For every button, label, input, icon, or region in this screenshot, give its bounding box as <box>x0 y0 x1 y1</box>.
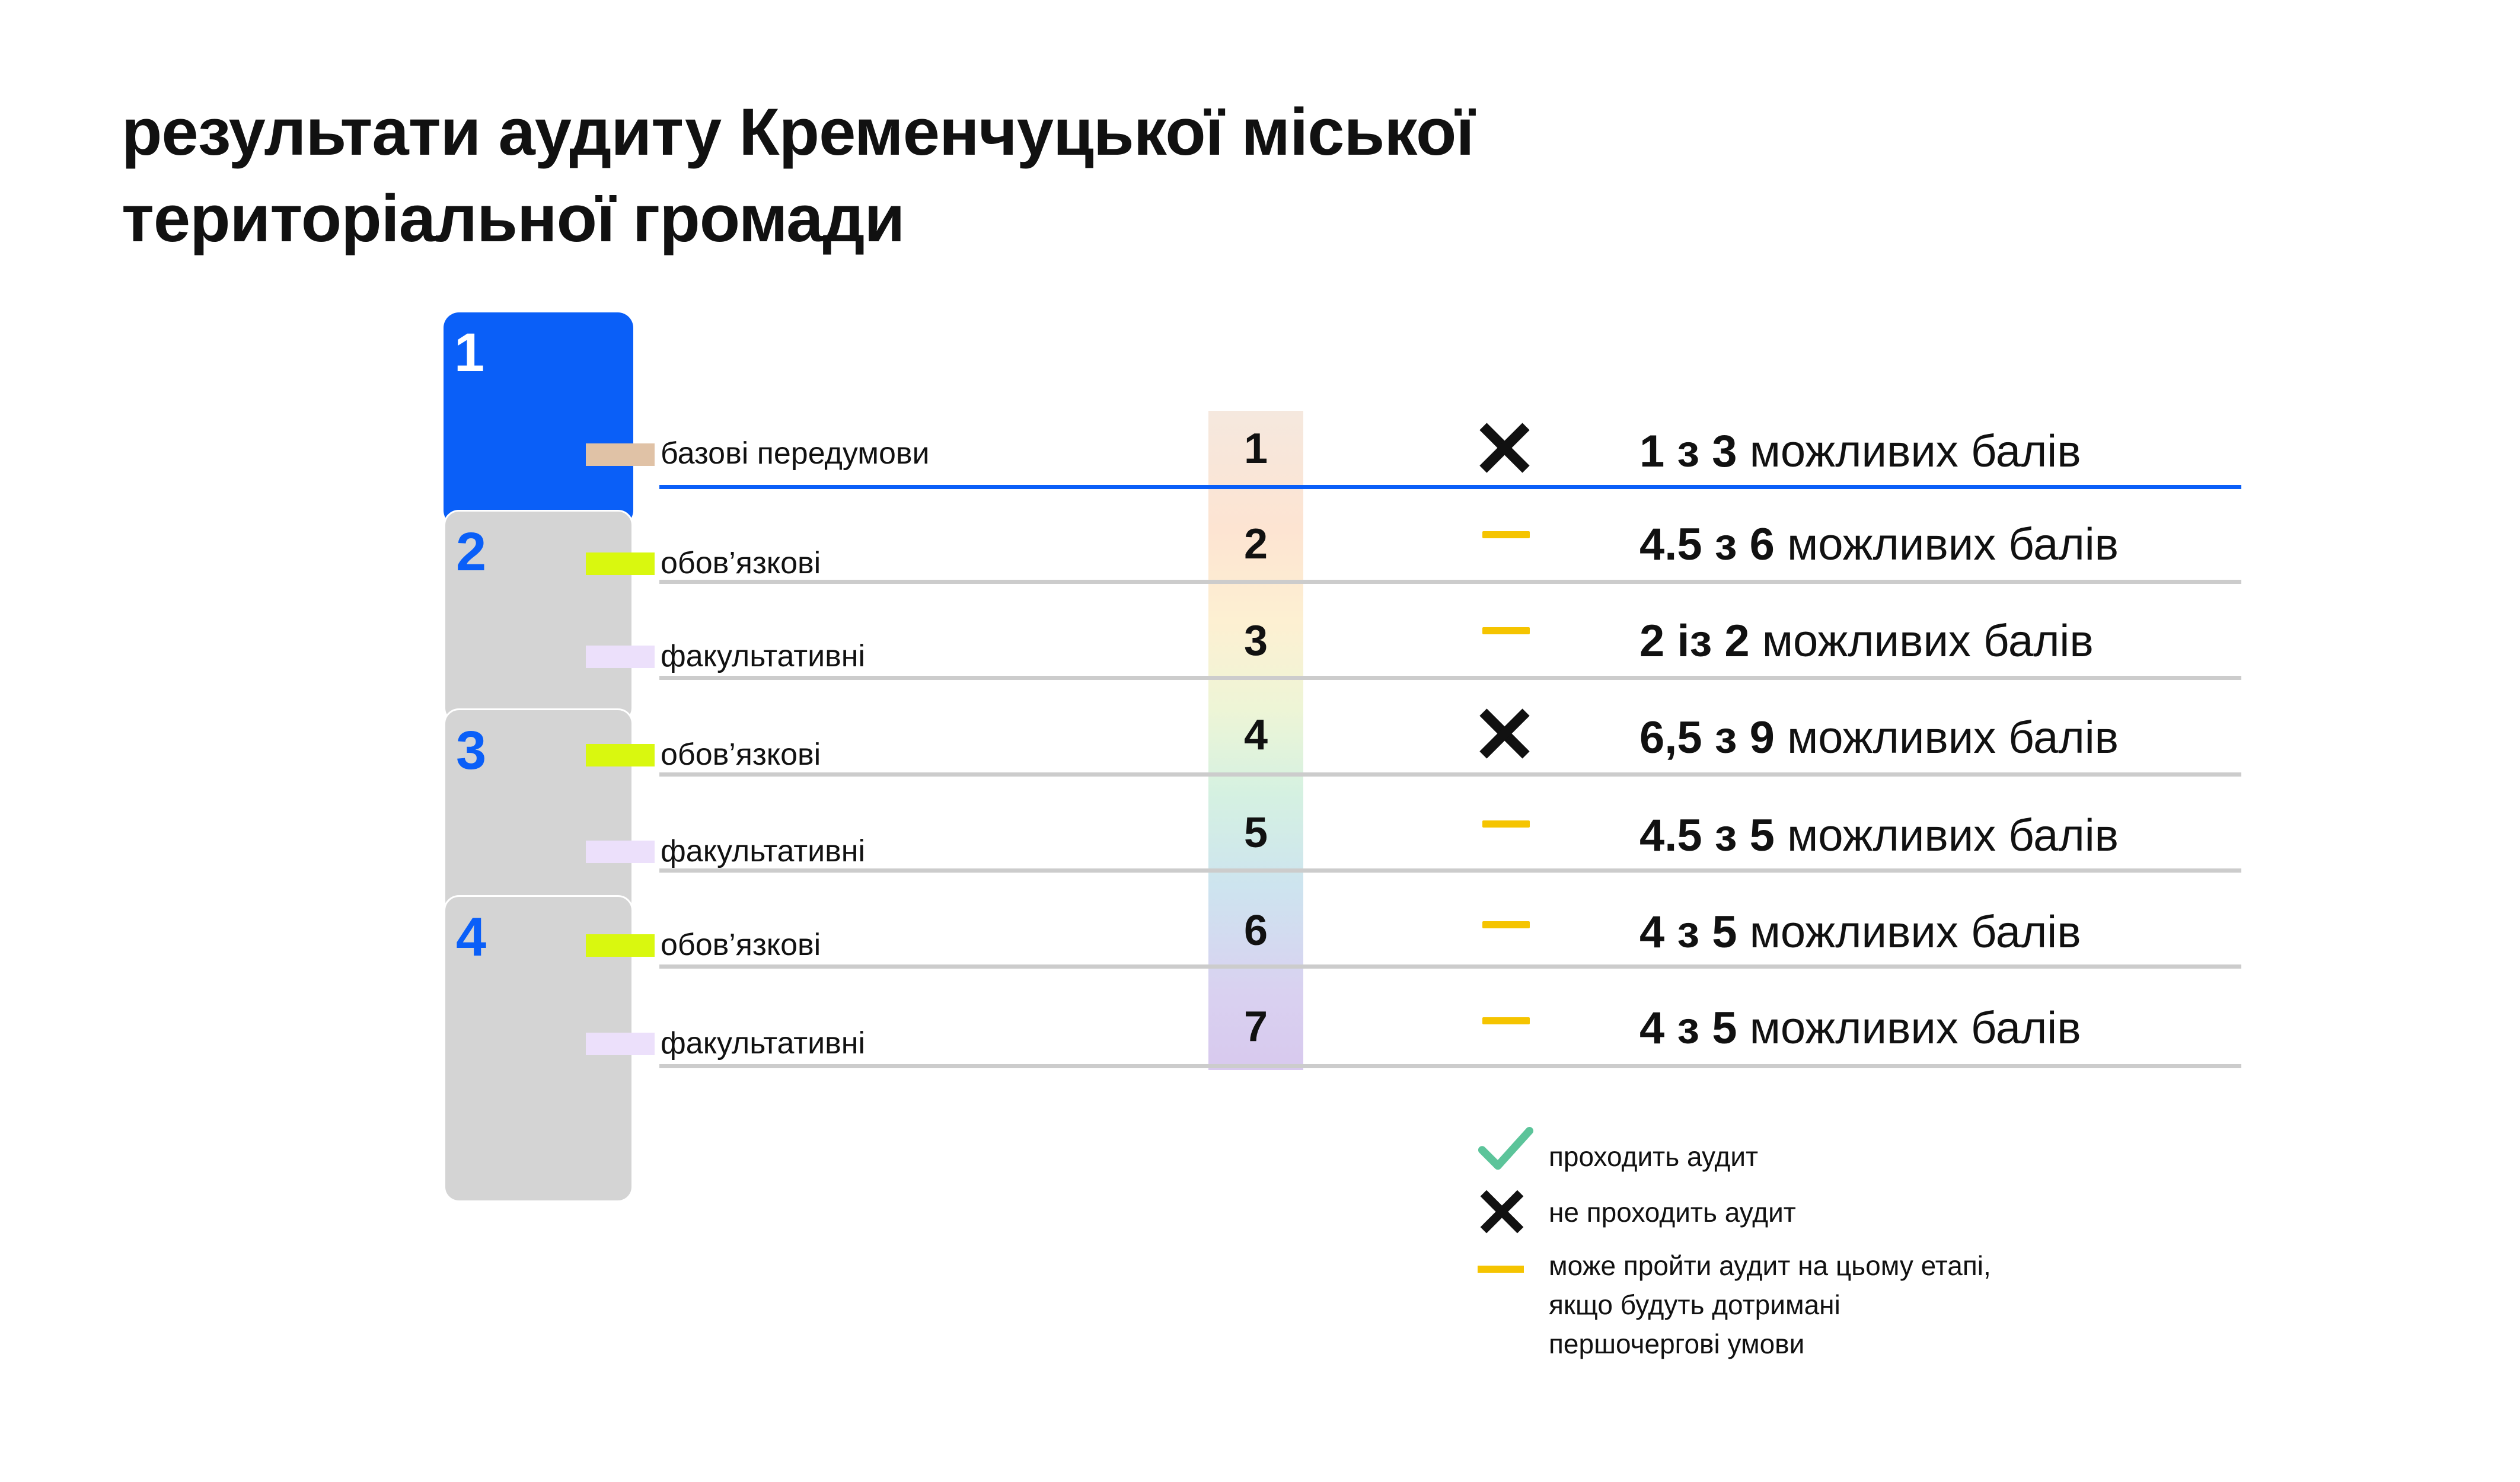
score-text <box>1639 518 2119 571</box>
score-suffix: можливих балів <box>1774 810 2119 861</box>
score-suffix: можливих балів <box>1749 616 2094 666</box>
score-value: 2 із 2 <box>1639 616 1750 666</box>
category-label: обов’язкові <box>661 928 821 962</box>
stage-number: 3 <box>456 720 487 781</box>
title-line-1: результати аудиту Кременчуцької міської <box>122 95 1474 169</box>
audit-row-7 <box>0 991 2520 1086</box>
check-icon <box>1478 1125 1534 1173</box>
category-number: 2 <box>1243 520 1268 568</box>
category-label: обов’язкові <box>661 737 821 772</box>
category-label: базові передумови <box>661 436 930 471</box>
fail-x-icon <box>1476 420 1533 476</box>
x-icon <box>1478 1187 1526 1236</box>
audit-row-5 <box>0 800 2520 895</box>
category-swatch-mandatory <box>586 552 655 575</box>
score-suffix: можливих балів <box>1774 519 2119 570</box>
stage-number: 1 <box>454 322 485 383</box>
pending-dash-icon <box>1482 531 1530 538</box>
category-swatch-mandatory <box>586 934 655 957</box>
score-value: 4.5 з 5 <box>1639 810 1775 861</box>
score-text <box>1639 425 2081 478</box>
legend-pending-label <box>1549 1246 1991 1363</box>
category-label: факультативні <box>661 1026 866 1061</box>
category-number: 1 <box>1243 425 1268 472</box>
audit-row-1 <box>0 411 2520 506</box>
score-value: 4 з 5 <box>1639 907 1737 957</box>
score-suffix: можливих балів <box>1737 907 2081 957</box>
stage-number: 2 <box>456 522 487 582</box>
score-suffix: можливих балів <box>1737 426 2081 477</box>
category-swatch-optional <box>586 646 655 668</box>
category-swatch-optional <box>586 1033 655 1055</box>
score-text <box>1639 1002 2081 1055</box>
category-swatch-mandatory <box>586 744 655 766</box>
audit-row-6 <box>0 895 2520 990</box>
score-value: 4 з 5 <box>1639 1003 1737 1053</box>
category-number: 5 <box>1243 809 1268 857</box>
score-text <box>1639 906 2081 959</box>
category-swatch-basic <box>586 443 655 466</box>
legend-pass-label: проходить аудит <box>1549 1141 1759 1172</box>
title-line-2: територіальної громади <box>122 181 905 255</box>
audit-row-2 <box>0 510 2520 605</box>
score-text <box>1639 809 2119 863</box>
dash-icon <box>1478 1266 1524 1273</box>
category-number: 6 <box>1243 907 1268 954</box>
stage-number: 4 <box>456 907 487 967</box>
legend-pending-line-1: може пройти аудит на цьому етапі, <box>1549 1250 1991 1281</box>
category-number: 4 <box>1243 711 1268 759</box>
pending-dash-icon <box>1482 627 1530 634</box>
score-value: 1 з 3 <box>1639 426 1737 477</box>
audit-row-4 <box>0 702 2520 797</box>
score-suffix: можливих балів <box>1774 713 2119 763</box>
category-number: 3 <box>1243 617 1268 665</box>
score-text <box>1639 711 2119 765</box>
score-value: 4.5 з 6 <box>1639 519 1775 570</box>
audit-row-3 <box>0 608 2520 702</box>
fail-x-icon <box>1476 705 1533 762</box>
pending-dash-icon <box>1482 921 1530 928</box>
legend-pending-line-3: першочергові умови <box>1549 1328 1805 1359</box>
category-label: факультативні <box>661 639 866 673</box>
category-number: 7 <box>1243 1003 1268 1050</box>
page-title <box>122 89 1900 262</box>
category-label: обов’язкові <box>661 546 821 580</box>
pending-dash-icon <box>1482 820 1530 828</box>
legend-pending-line-2: якщо будуть дотримані <box>1549 1289 1840 1320</box>
category-swatch-optional <box>586 841 655 863</box>
legend-fail-label: не проходить аудит <box>1549 1197 1796 1228</box>
pending-dash-icon <box>1482 1017 1530 1024</box>
score-value: 6,5 з 9 <box>1639 713 1775 763</box>
score-suffix: можливих балів <box>1737 1003 2081 1053</box>
score-text <box>1639 615 2094 668</box>
category-label: факультативні <box>661 834 866 868</box>
